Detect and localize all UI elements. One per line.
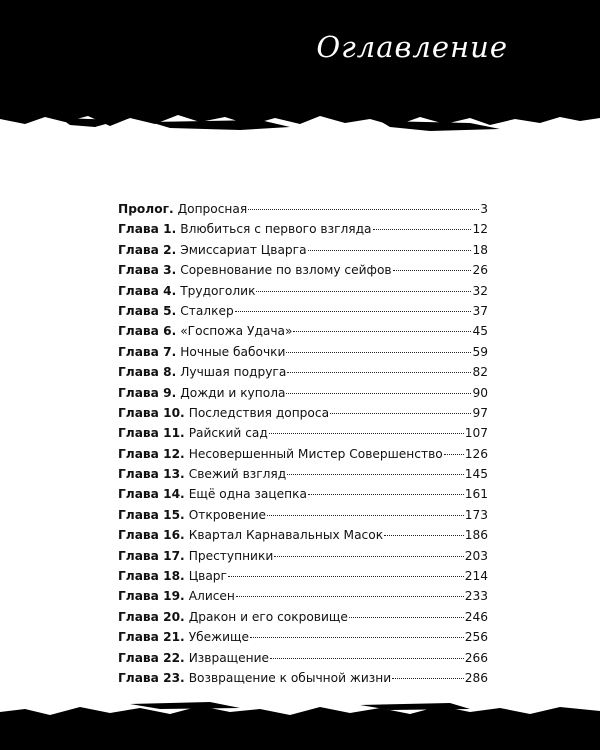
chapter-title: Ещё одна зацепка xyxy=(188,487,307,502)
chapter-title: Возвращение к обычной жизни xyxy=(188,670,392,685)
chapter-title: Откровение xyxy=(188,507,267,522)
dot-leader xyxy=(287,372,471,373)
page-number: 203 xyxy=(464,548,488,563)
toc-entry xyxy=(118,365,488,385)
chapter-label: Глава 23. xyxy=(118,670,185,685)
page-number: 233 xyxy=(464,589,488,604)
toc-entry xyxy=(118,426,488,446)
chapter-label: Глава 22. xyxy=(118,650,185,665)
toc-entry xyxy=(118,589,488,609)
page-number: 256 xyxy=(464,630,488,645)
dot-leader xyxy=(286,393,471,394)
chapter-label: Глава 15. xyxy=(118,507,185,522)
dot-leader xyxy=(308,494,464,495)
page-number: 32 xyxy=(472,283,488,298)
toc-entry xyxy=(118,304,488,324)
chapter-label: Глава 8. xyxy=(118,365,177,380)
chapter-label: Глава 20. xyxy=(118,609,185,624)
page-number: 286 xyxy=(464,670,488,685)
chapter-title: Цварг xyxy=(188,569,227,584)
chapter-title: Влюбиться с первого взгляда xyxy=(180,222,372,237)
toc-entry xyxy=(118,508,488,528)
page-number: 26 xyxy=(472,263,488,278)
dot-leader xyxy=(293,331,471,332)
toc-entry xyxy=(118,324,488,344)
toc-entry xyxy=(118,630,488,650)
toc-entry xyxy=(118,651,488,671)
dot-leader xyxy=(287,474,464,475)
toc-entry xyxy=(118,447,488,467)
toc-entry xyxy=(118,671,488,691)
dot-leader xyxy=(250,637,464,638)
dot-leader xyxy=(256,291,471,292)
chapter-title: Ночные бабочки xyxy=(180,344,286,359)
dot-leader xyxy=(330,413,471,414)
toc-entry xyxy=(118,528,488,548)
page-number: 186 xyxy=(464,528,488,543)
toc-entry xyxy=(118,386,488,406)
chapter-title: Дожди и купола xyxy=(180,385,286,400)
chapter-label: Глава 13. xyxy=(118,467,185,482)
toc-entry xyxy=(118,610,488,630)
dot-leader xyxy=(392,678,464,679)
chapter-label: Глава 21. xyxy=(118,630,185,645)
chapter-title: Убежище xyxy=(188,630,250,645)
brush-stroke-header xyxy=(0,0,600,135)
dot-leader xyxy=(384,535,464,536)
chapter-title: Допросная xyxy=(177,202,248,216)
chapter-label: Глава 10. xyxy=(118,405,185,420)
page-number: 3 xyxy=(480,202,488,216)
dot-leader xyxy=(236,596,464,597)
dot-leader xyxy=(228,576,464,577)
dot-leader xyxy=(270,658,464,659)
chapter-label: Глава 12. xyxy=(118,446,185,461)
toc-entry xyxy=(118,243,488,263)
chapter-title: Последствия допроса xyxy=(188,405,330,420)
chapter-label: Глава 16. xyxy=(118,528,185,543)
chapter-label: Глава 14. xyxy=(118,487,185,502)
page-number: 107 xyxy=(464,426,488,441)
chapter-title: Райский сад xyxy=(188,426,268,441)
dot-leader xyxy=(373,229,472,230)
chapter-title: Трудоголик xyxy=(180,283,256,298)
chapter-label: Глава 9. xyxy=(118,385,177,400)
chapter-label: Глава 5. xyxy=(118,303,177,318)
chapter-title: Несовершенный Мистер Совершенство xyxy=(188,446,443,461)
chapter-title: Сталкер xyxy=(180,303,234,318)
chapter-title: Свежий взгляд xyxy=(188,467,287,482)
chapter-label: Глава 17. xyxy=(118,548,185,563)
page-number: 59 xyxy=(472,344,488,359)
chapter-title: «Госпожа Удача» xyxy=(180,324,293,339)
toc-entry xyxy=(118,569,488,589)
page-number: 173 xyxy=(464,507,488,522)
page-number: 12 xyxy=(472,222,488,237)
chapter-title: Дракон и его сокровище xyxy=(188,609,348,624)
chapter-title: Извращение xyxy=(188,650,270,665)
page-number: 145 xyxy=(464,467,488,482)
page-number: 82 xyxy=(472,365,488,380)
chapter-title: Преступники xyxy=(188,548,274,563)
dot-leader xyxy=(308,250,472,251)
dot-leader xyxy=(269,433,464,434)
chapter-label: Глава 6. xyxy=(118,324,177,339)
page-number: 90 xyxy=(472,385,488,400)
toc-entry xyxy=(118,202,488,222)
page-number: 246 xyxy=(464,609,488,624)
toc-entry xyxy=(118,406,488,426)
chapter-label: Глава 3. xyxy=(118,263,177,278)
dot-leader xyxy=(444,454,464,455)
chapter-title: Соревнование по взлому сейфов xyxy=(180,263,392,278)
toc-entry xyxy=(118,467,488,487)
page-number: 18 xyxy=(472,242,488,257)
dot-leader xyxy=(235,311,472,312)
toc-entry xyxy=(118,222,488,242)
chapter-label: Глава 7. xyxy=(118,344,177,359)
chapter-title: Лучшая подруга xyxy=(180,365,287,380)
toc-entry xyxy=(118,549,488,569)
chapter-label: Глава 1. xyxy=(118,222,177,237)
chapter-title: Квартал Карнавальных Масок xyxy=(188,528,384,543)
toc-entry xyxy=(118,487,488,507)
chapter-label: Глава 11. xyxy=(118,426,185,441)
table-of-contents xyxy=(118,202,488,691)
page-number: 126 xyxy=(464,446,488,461)
toc-entry xyxy=(118,284,488,304)
chapter-label: Глава 19. xyxy=(118,589,185,604)
toc-entry xyxy=(118,345,488,365)
page-number: 45 xyxy=(472,324,488,339)
page-number: 266 xyxy=(464,650,488,665)
dot-leader xyxy=(267,515,464,516)
page-title: Оглавление xyxy=(316,30,508,64)
dot-leader xyxy=(349,617,464,618)
chapter-label: Глава 4. xyxy=(118,283,177,298)
chapter-title: Эмиссариат Цварга xyxy=(180,242,307,257)
page-number: 97 xyxy=(472,405,488,420)
chapter-label: Глава 18. xyxy=(118,569,185,584)
toc-entry xyxy=(118,263,488,283)
dot-leader xyxy=(286,352,471,353)
chapter-label: Глава 2. xyxy=(118,242,177,257)
dot-leader xyxy=(248,209,479,210)
chapter-title: Алисен xyxy=(188,589,235,604)
chapter-label: Пролог. xyxy=(118,202,174,216)
brush-stroke-footer xyxy=(0,690,600,750)
dot-leader xyxy=(274,556,463,557)
page-number: 37 xyxy=(472,303,488,318)
page-number: 161 xyxy=(464,487,488,502)
dot-leader xyxy=(393,270,472,271)
page-number: 214 xyxy=(464,569,488,584)
